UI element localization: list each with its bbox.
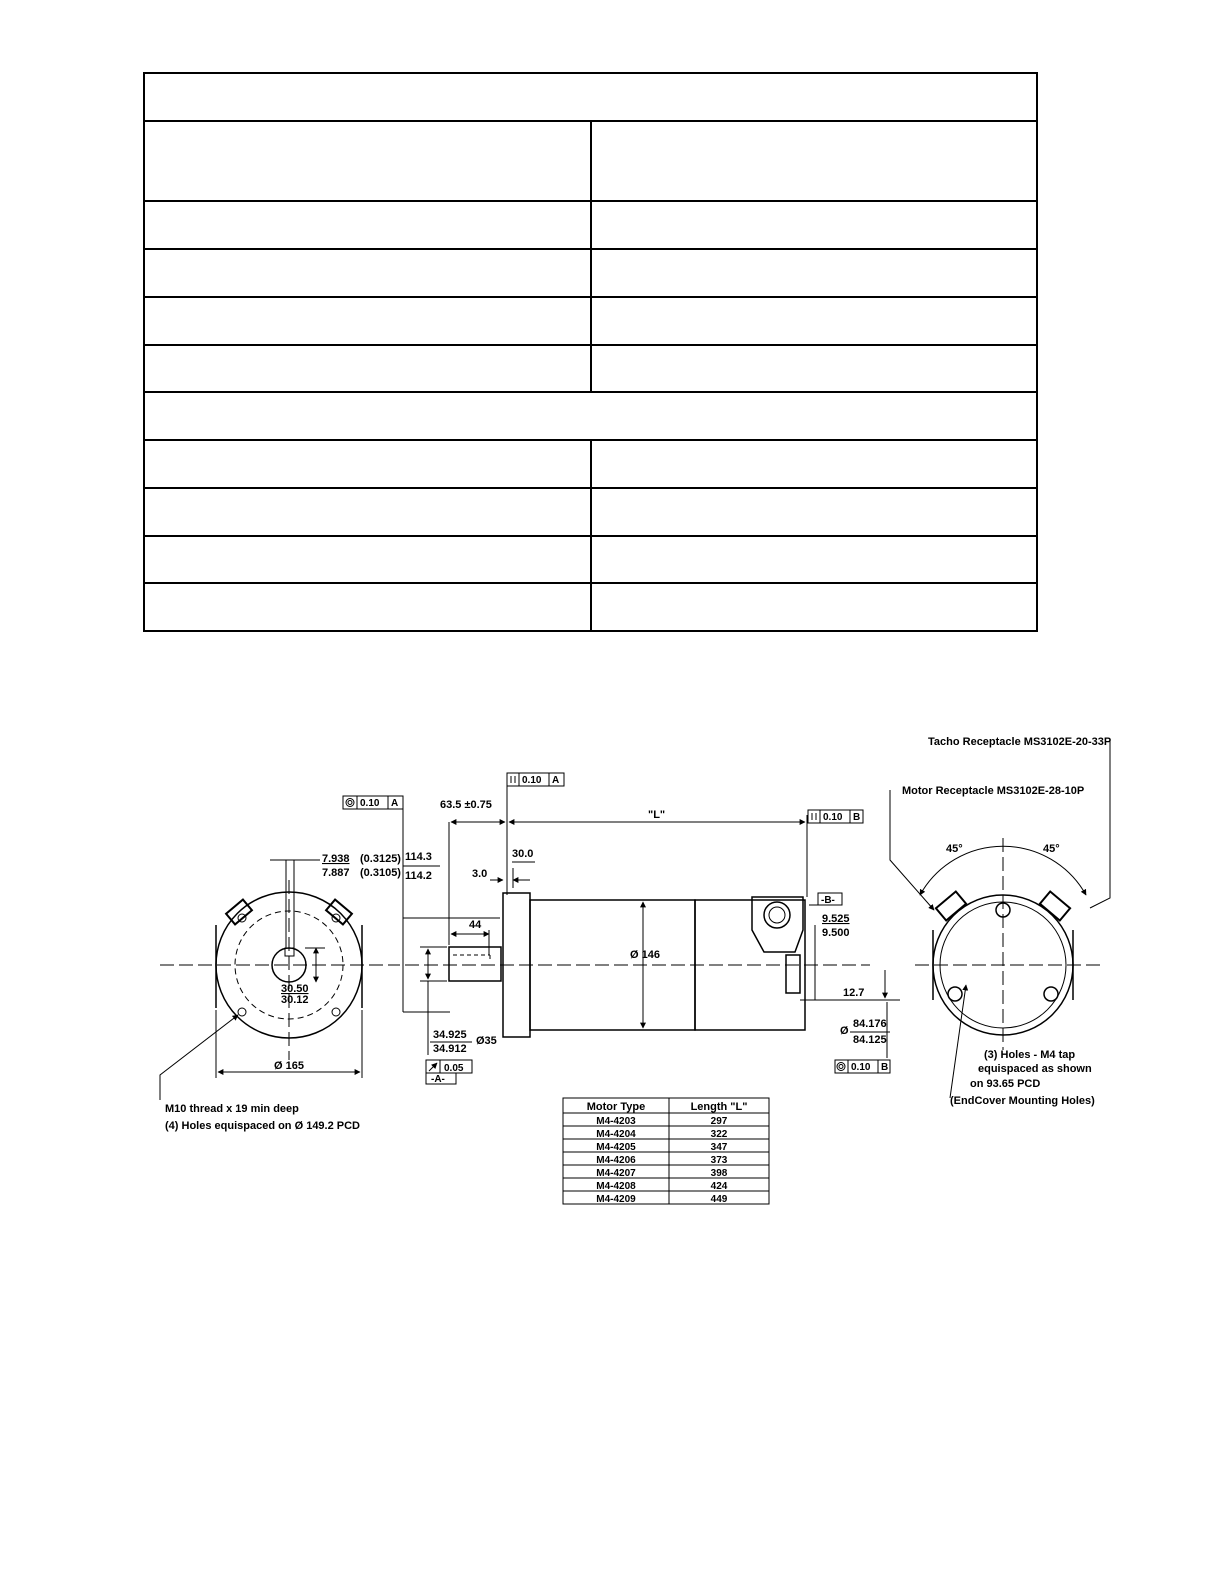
side-rear-top: 9.525: [822, 913, 850, 925]
svg-text:0.05: 0.05: [444, 1063, 464, 1074]
spec-cell: [144, 488, 591, 536]
length-value: 424: [710, 1181, 728, 1192]
svg-text:A: A: [391, 798, 399, 809]
spec-cell: [591, 440, 1037, 488]
spec-cell: [144, 392, 1037, 440]
rear-angle-left: 45°: [946, 843, 963, 855]
svg-text:0.10: 0.10: [360, 798, 380, 809]
length-type: M4-4206: [596, 1155, 636, 1166]
spec-header-row: [144, 73, 1037, 121]
spec-cell: [144, 440, 591, 488]
spec-table: [143, 72, 1038, 632]
spec-row: [144, 583, 1037, 631]
side-view: [343, 773, 900, 1085]
length-value: 398: [710, 1168, 728, 1179]
spec-row: [144, 440, 1037, 488]
side-key-len: 44: [469, 919, 482, 931]
front-keyway-top-in: (0.3125): [360, 853, 401, 865]
side-flange-thk: 3.0: [472, 868, 488, 880]
side-height-bottom: 114.2: [405, 870, 432, 882]
spec-row: [144, 201, 1037, 249]
spec-cell: [144, 345, 591, 392]
rear-holes-3: on 93.65 PCD: [970, 1078, 1041, 1090]
spec-row: [144, 121, 1037, 201]
side-shaft-dia-top: 34.925: [433, 1029, 467, 1041]
tol-runout: [426, 1060, 472, 1074]
side-spigot-top: 84.176: [853, 1018, 887, 1030]
length-value: 322: [710, 1129, 728, 1140]
spec-cell: [144, 121, 591, 201]
front-key-height-top: 30.50: [281, 983, 309, 995]
svg-text:0.10: 0.10: [522, 775, 542, 786]
rear-motor-rec: Motor Receptacle MS3102E-28-10P: [902, 785, 1085, 797]
front-diameter: Ø 165: [274, 1060, 304, 1072]
length-value: 297: [710, 1116, 728, 1127]
svg-text:0.10: 0.10: [851, 1062, 871, 1073]
spec-cell: [591, 121, 1037, 201]
spec-section-row: [144, 392, 1037, 440]
motor-drawing: [0, 700, 1225, 1220]
length-value: 449: [710, 1194, 728, 1205]
tol-b: [808, 810, 863, 823]
svg-text:A: A: [552, 775, 560, 786]
length-type: M4-4208: [596, 1181, 636, 1192]
spec-cell: [144, 73, 1037, 121]
spec-cell: [591, 488, 1037, 536]
spec-cell: [591, 345, 1037, 392]
front-keyway-bottom: 7.887: [322, 867, 350, 879]
spec-row: [144, 536, 1037, 583]
side-height-top: 114.3: [405, 851, 432, 863]
spec-cell: [591, 201, 1037, 249]
length-value: 347: [710, 1142, 728, 1153]
length-type: M4-4205: [596, 1142, 636, 1153]
side-body-front: [530, 900, 695, 1030]
length-header-len: Length "L": [690, 1101, 748, 1113]
svg-text:-B-: -B-: [821, 895, 835, 906]
side-shaft: [449, 947, 501, 981]
front-key-height-bottom: 30.12: [281, 994, 309, 1006]
length-type: M4-4209: [596, 1194, 636, 1205]
side-flange-spigot: 30.0: [512, 848, 534, 860]
side-body-dia: Ø 146: [630, 949, 660, 961]
side-spigot-sym: Ø: [840, 1025, 849, 1037]
side-shaft-dia: Ø35: [476, 1035, 497, 1047]
front-keyway-top: 7.938: [322, 853, 350, 865]
side-shaft-len: 63.5 ±0.75: [440, 799, 492, 811]
spec-cell: [591, 249, 1037, 297]
side-shaft-dia-bottom: 34.912: [433, 1043, 467, 1055]
length-table: [563, 1098, 769, 1205]
rear-angle-right: 45°: [1043, 843, 1060, 855]
front-keyway-bottom-in: (0.3105): [360, 867, 401, 879]
front-view: [160, 853, 401, 1132]
length-header-type: Motor Type: [586, 1101, 646, 1113]
spec-cell: [144, 201, 591, 249]
length-value: 373: [710, 1155, 728, 1166]
spec-row: [144, 249, 1037, 297]
spec-cell: [144, 583, 591, 631]
length-type: M4-4204: [596, 1129, 636, 1140]
front-note-1: M10 thread x 19 min deep: [165, 1103, 299, 1115]
side-rear-off: 12.7: [843, 987, 865, 999]
tol-concentric: [343, 796, 403, 809]
front-note-2: (4) Holes equispaced on Ø 149.2 PCD: [165, 1120, 361, 1132]
rear-tacho: Tacho Receptacle MS3102E-20-33P: [928, 736, 1112, 748]
spec-cell: [144, 297, 591, 345]
svg-text:B: B: [853, 812, 861, 823]
svg-text:B: B: [881, 1062, 889, 1073]
side-connector: [752, 897, 803, 952]
tol-bottom: [835, 1060, 890, 1073]
length-type: M4-4207: [596, 1168, 636, 1179]
spec-cell: [591, 536, 1037, 583]
spec-row: [144, 488, 1037, 536]
side-rear-bottom: 9.500: [822, 927, 850, 939]
spec-cell: [591, 583, 1037, 631]
rear-holes-2: equispaced as shown: [978, 1063, 1092, 1075]
rear-view: [890, 736, 1111, 1107]
tol-parallel: [507, 773, 564, 786]
svg-text:-A-: -A-: [431, 1074, 445, 1085]
length-type: M4-4203: [596, 1116, 636, 1127]
svg-text:0.10: 0.10: [823, 812, 843, 823]
spec-cell: [591, 297, 1037, 345]
spec-cell: [144, 536, 591, 583]
spec-cell: [144, 249, 591, 297]
spec-row: [144, 345, 1037, 392]
side-spigot-bottom: 84.125: [853, 1034, 887, 1046]
side-length-label: "L": [648, 809, 666, 821]
spec-row: [144, 297, 1037, 345]
rear-holes-1: (3) Holes - M4 tap: [984, 1049, 1076, 1061]
rear-holes-4: (EndCover Mounting Holes): [950, 1095, 1095, 1107]
